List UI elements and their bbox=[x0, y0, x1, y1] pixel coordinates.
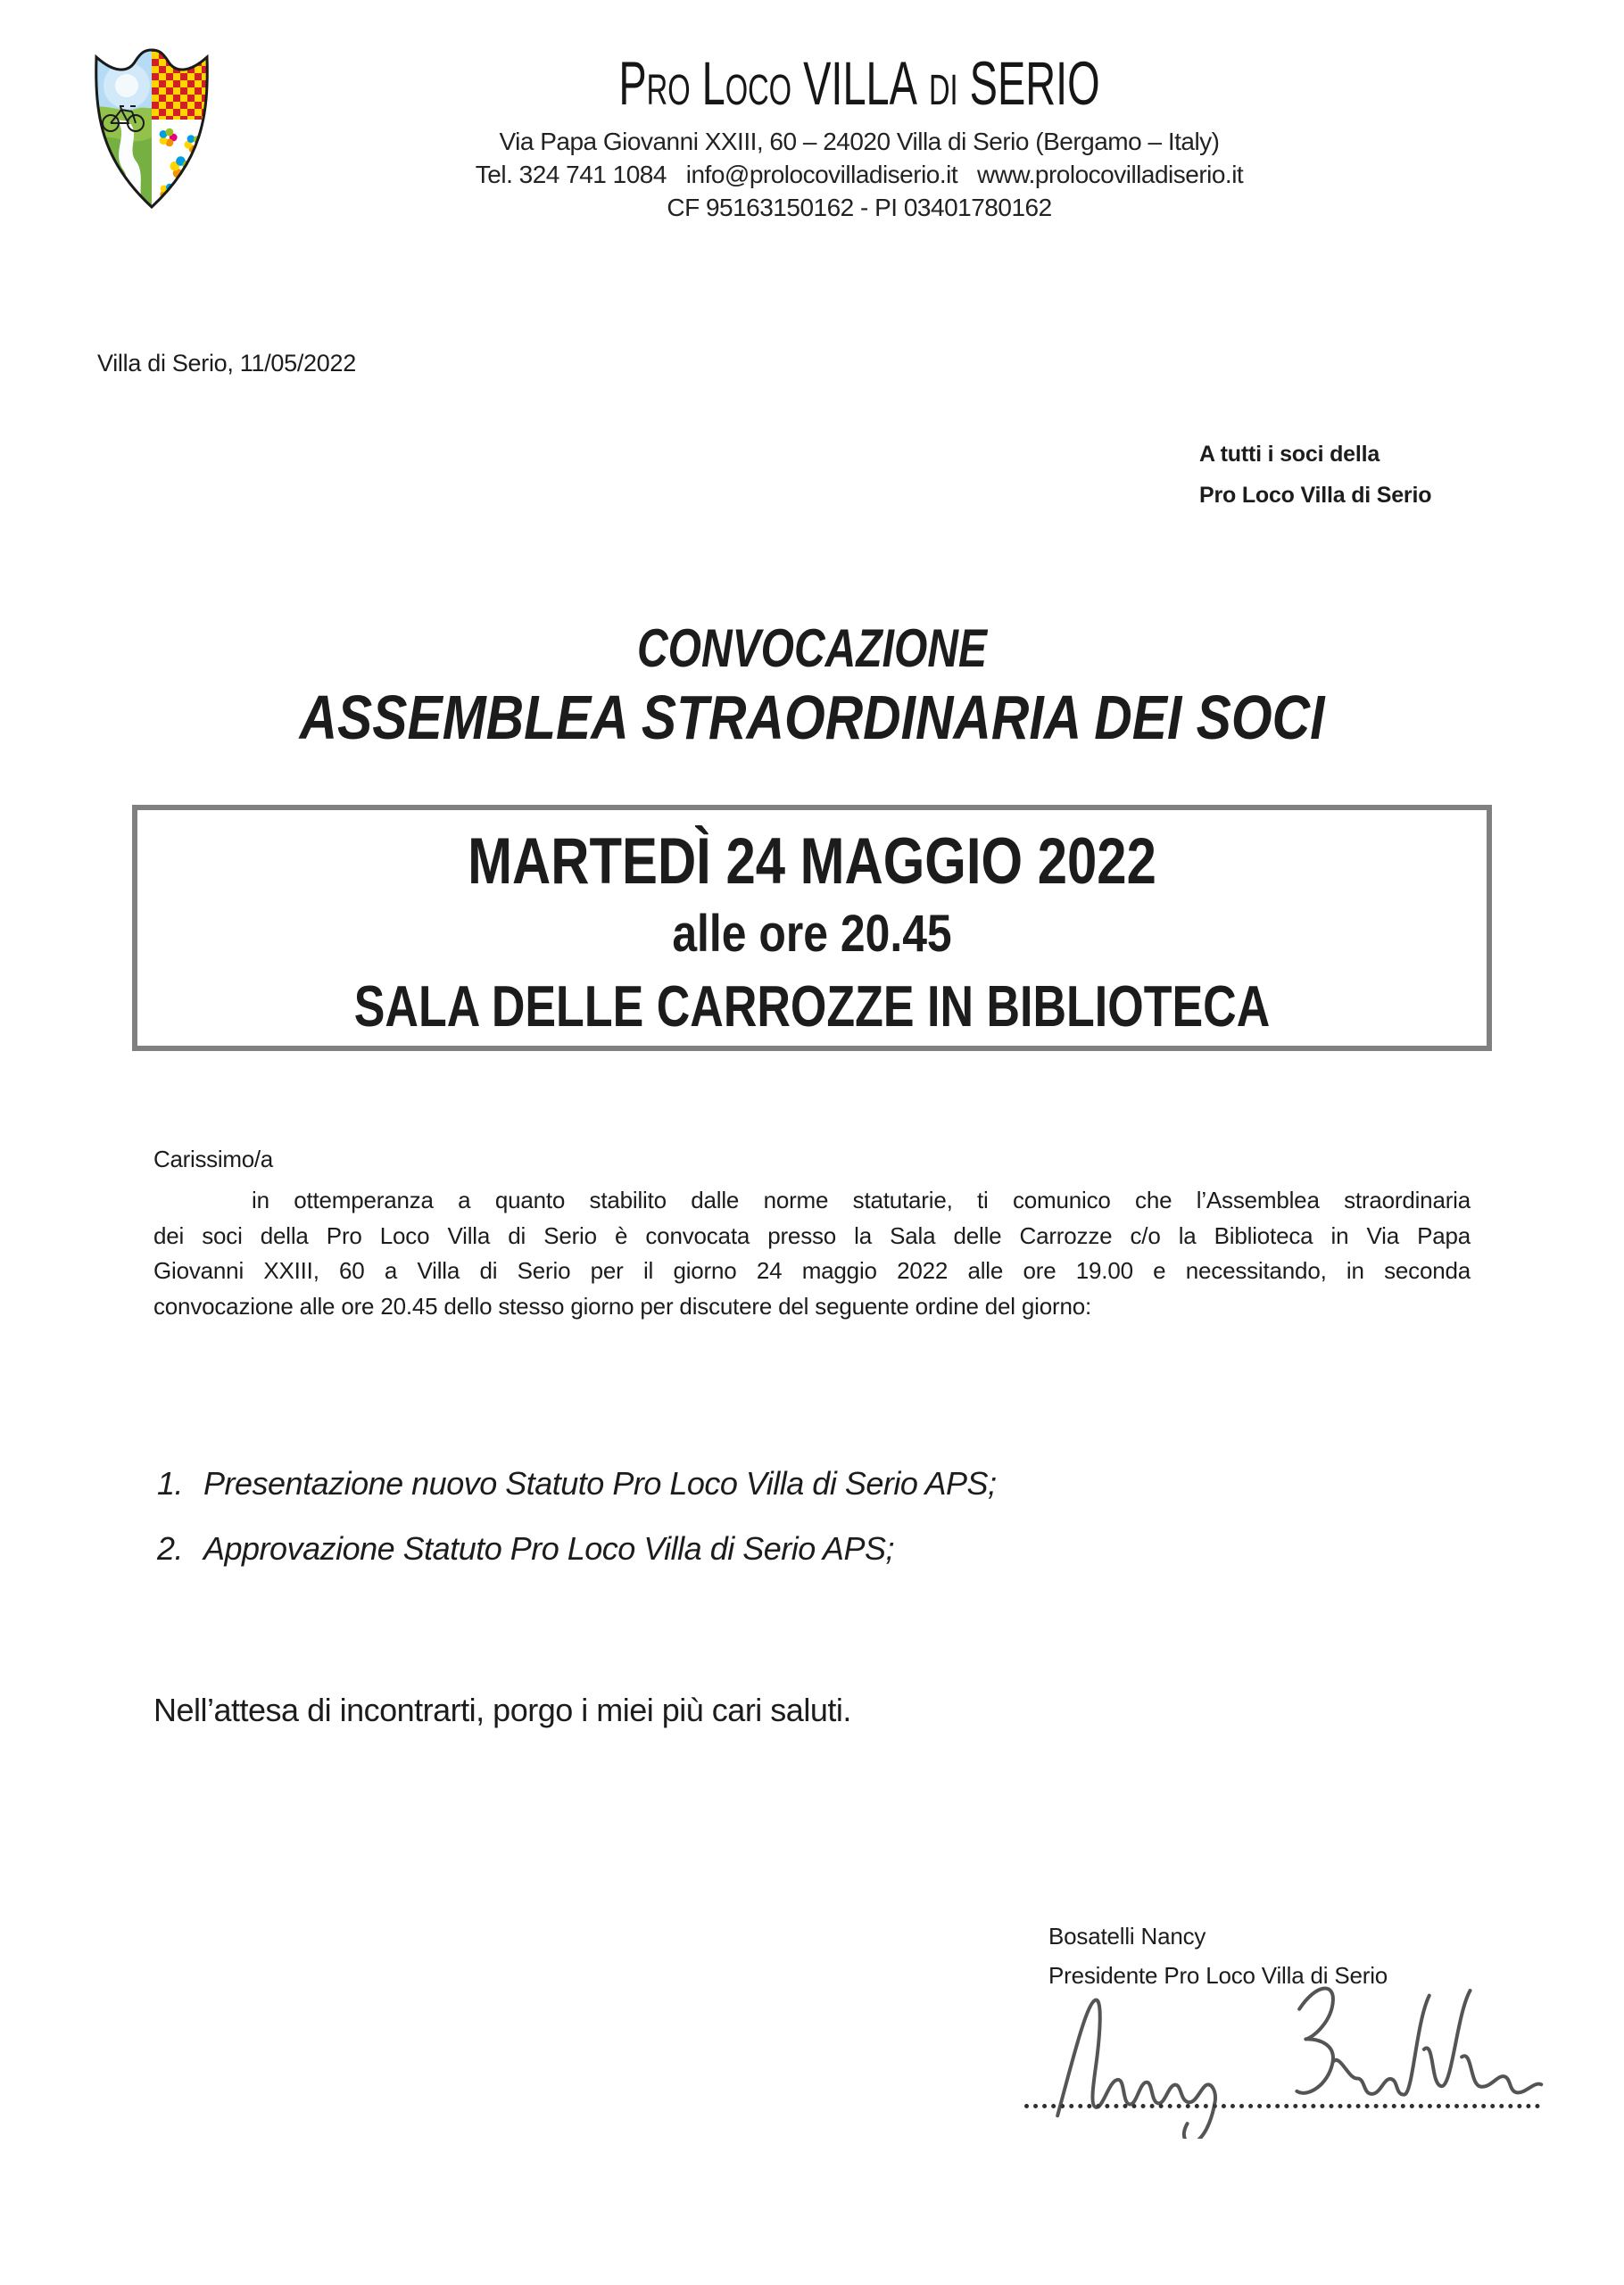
event-box bbox=[132, 805, 1492, 1051]
org-title-part: di bbox=[916, 49, 970, 118]
org-title-part: VILLA bbox=[803, 49, 917, 118]
event-time: alle ore 20.45 bbox=[672, 904, 952, 963]
recipient-block bbox=[1199, 434, 1431, 516]
event-date: MARTEDÌ 24 MAGGIO 2022 bbox=[468, 825, 1156, 898]
heading-convocazione: CONVOCAZIONE bbox=[636, 618, 988, 678]
org-address-block bbox=[95, 125, 1624, 224]
letterhead bbox=[95, 49, 1624, 224]
org-contacts: Tel. 324 741 1084 info@prolocovilladiserio.it www.prolocovilladiserio.it bbox=[475, 161, 1244, 189]
heading-assemblea: ASSEMBLEA STRAORDINARIA DEI SOCI bbox=[299, 683, 1325, 752]
event-location: SALA DELLE CARROZZE IN BIBLIOTECA bbox=[353, 973, 1271, 1039]
body-line: convocazione alle ore 20.45 dello stesso giorno per discutere del seguente ordine del giorno: bbox=[153, 1292, 1091, 1320]
body-line: Giovanni XXIII, 60 a Villa di Serio per il giorno 24 maggio 2022 alle ore 19.00 e necessitando, in seconda bbox=[153, 1257, 1471, 1284]
agenda-item-text: Approvazione Statuto Pro Loco Villa di Serio APS; bbox=[203, 1530, 894, 1567]
org-title-part: Pro Loco bbox=[618, 49, 804, 118]
agenda-list bbox=[157, 1465, 1406, 1595]
body-paragraph bbox=[153, 1183, 1471, 1324]
recipient-line: A tutti i soci della bbox=[1199, 442, 1380, 467]
org-title-part: SERIO bbox=[969, 49, 1100, 118]
agenda-item-number: 2. bbox=[157, 1530, 184, 1567]
document-title bbox=[9, 619, 1615, 752]
body-line: in ottemperanza a quanto stabilito dalle norme statutarie, ti comunico che l’Assemblea straordinaria bbox=[252, 1187, 1471, 1213]
agenda-item bbox=[157, 1530, 1406, 1568]
closing-line: Nell’attesa di incontrarti, porgo i miei più cari saluti. bbox=[153, 1692, 851, 1728]
agenda-item bbox=[157, 1465, 1406, 1503]
org-title bbox=[339, 49, 1380, 118]
dateline: Villa di Serio, 11/05/2022 bbox=[97, 350, 356, 377]
org-address: Via Papa Giovanni XXIII, 60 – 24020 Villa di Serio (Bergamo – Italy) bbox=[499, 128, 1220, 156]
agenda-item-number: 1. bbox=[157, 1465, 184, 1502]
signer-name: Bosatelli Nancy bbox=[1048, 1923, 1206, 1950]
salutation: Carissimo/a bbox=[153, 1146, 273, 1172]
signer-role: Presidente Pro Loco Villa di Serio bbox=[1048, 1962, 1388, 1989]
body-line: dei soci della Pro Loco Villa di Serio è convocata presso la Sala delle Carrozze c/o la Biblioteca in Via Papa bbox=[153, 1221, 1471, 1249]
agenda-item-text: Presentazione nuovo Statuto Pro Loco Villa di Serio APS; bbox=[203, 1465, 997, 1502]
signature-script-icon bbox=[1033, 1974, 1551, 2139]
org-fiscal-codes: CF 95163150162 - PI 03401780162 bbox=[667, 194, 1052, 222]
recipient-line: Pro Loco Villa di Serio bbox=[1199, 483, 1432, 508]
handwritten-signature bbox=[1033, 1974, 1551, 2143]
